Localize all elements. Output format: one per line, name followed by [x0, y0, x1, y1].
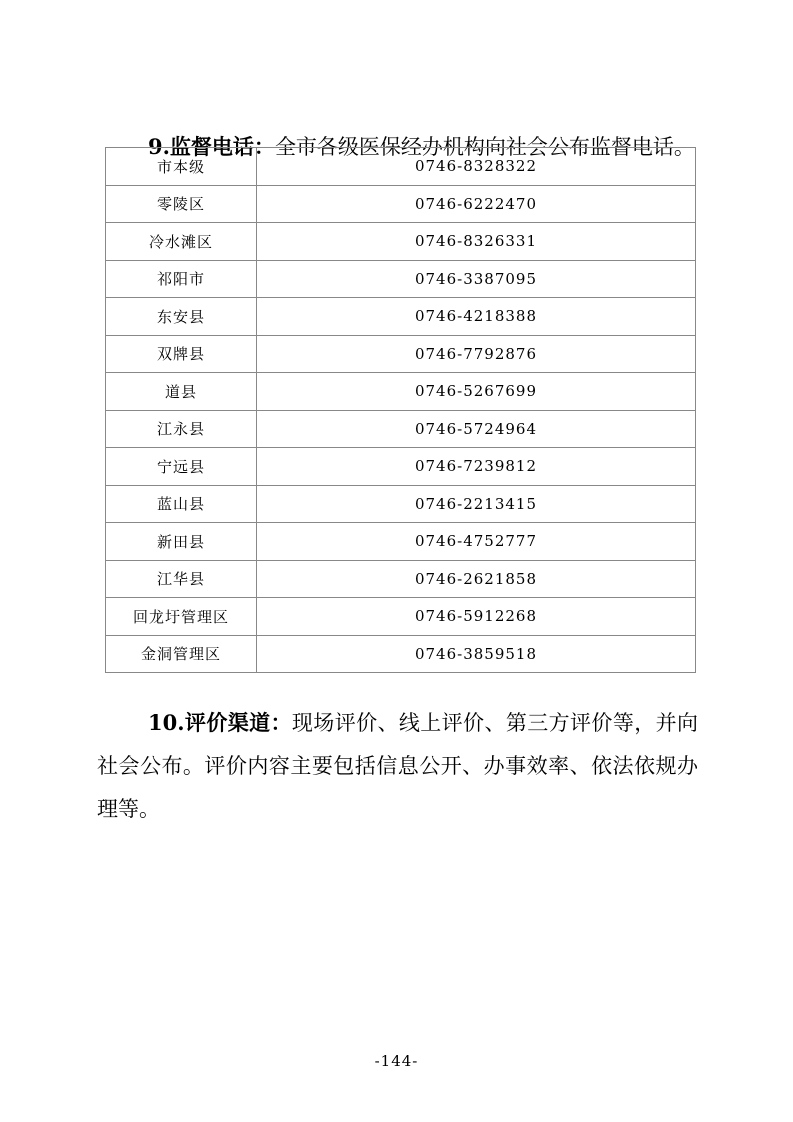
- district-cell: 宁远县: [106, 448, 257, 486]
- district-cell: 蓝山县: [106, 485, 257, 523]
- table-row: [106, 598, 696, 636]
- phone-table-body: [106, 148, 696, 673]
- district-cell: 道县: [106, 373, 257, 411]
- district-cell: 东安县: [106, 298, 257, 336]
- supervision-phone-table: [105, 147, 696, 673]
- section-10-paragraph: [97, 701, 698, 831]
- phone-cell: 0746-2621858: [257, 560, 696, 598]
- phone-cell: 0746-8326331: [257, 223, 696, 261]
- page-number: -144-: [374, 1052, 419, 1070]
- district-cell: 江永县: [106, 410, 257, 448]
- district-cell: 冷水滩区: [106, 223, 257, 261]
- table-row: [106, 223, 696, 261]
- phone-cell: 0746-8328322: [257, 148, 696, 186]
- phone-cell: 0746-3387095: [257, 260, 696, 298]
- phone-cell: 0746-3859518: [257, 635, 696, 673]
- district-cell: 江华县: [106, 560, 257, 598]
- table-row: [106, 560, 696, 598]
- table-row: [106, 260, 696, 298]
- phone-cell: 0746-4752777: [257, 523, 696, 561]
- section-9-label: 9.监督电话：: [148, 134, 275, 159]
- table-row: [106, 635, 696, 673]
- district-cell: 市本级: [106, 148, 257, 186]
- district-cell: 零陵区: [106, 185, 257, 223]
- district-cell: 祁阳市: [106, 260, 257, 298]
- table-row: [106, 448, 696, 486]
- section-10-label: 10.评价渠道：: [148, 710, 292, 735]
- table-row: [106, 523, 696, 561]
- phone-cell: 0746-5267699: [257, 373, 696, 411]
- phone-cell: 0746-7239812: [257, 448, 696, 486]
- table-row: [106, 410, 696, 448]
- district-cell: 金洞管理区: [106, 635, 257, 673]
- phone-cell: 0746-2213415: [257, 485, 696, 523]
- phone-cell: 0746-7792876: [257, 335, 696, 373]
- district-cell: 新田县: [106, 523, 257, 561]
- phone-cell: 0746-4218388: [257, 298, 696, 336]
- table-row: [106, 373, 696, 411]
- table-row: [106, 148, 696, 186]
- table-row: [106, 185, 696, 223]
- section-10-text: 现场评价、线上评价、第三方评价等，并向社会公布。评价内容主要包括信息公开、办事效率、依法依规办理等。: [97, 711, 698, 821]
- phone-cell: 0746-5724964: [257, 410, 696, 448]
- phone-cell: 0746-5912268: [257, 598, 696, 636]
- phone-cell: 0746-6222470: [257, 185, 696, 223]
- district-cell: 回龙圩管理区: [106, 598, 257, 636]
- district-cell: 双牌县: [106, 335, 257, 373]
- table-row: [106, 335, 696, 373]
- table-row: [106, 298, 696, 336]
- section-9-text: 全市各级医保经办机构向社会公布监督电话。: [274, 135, 695, 159]
- table-row: [106, 485, 696, 523]
